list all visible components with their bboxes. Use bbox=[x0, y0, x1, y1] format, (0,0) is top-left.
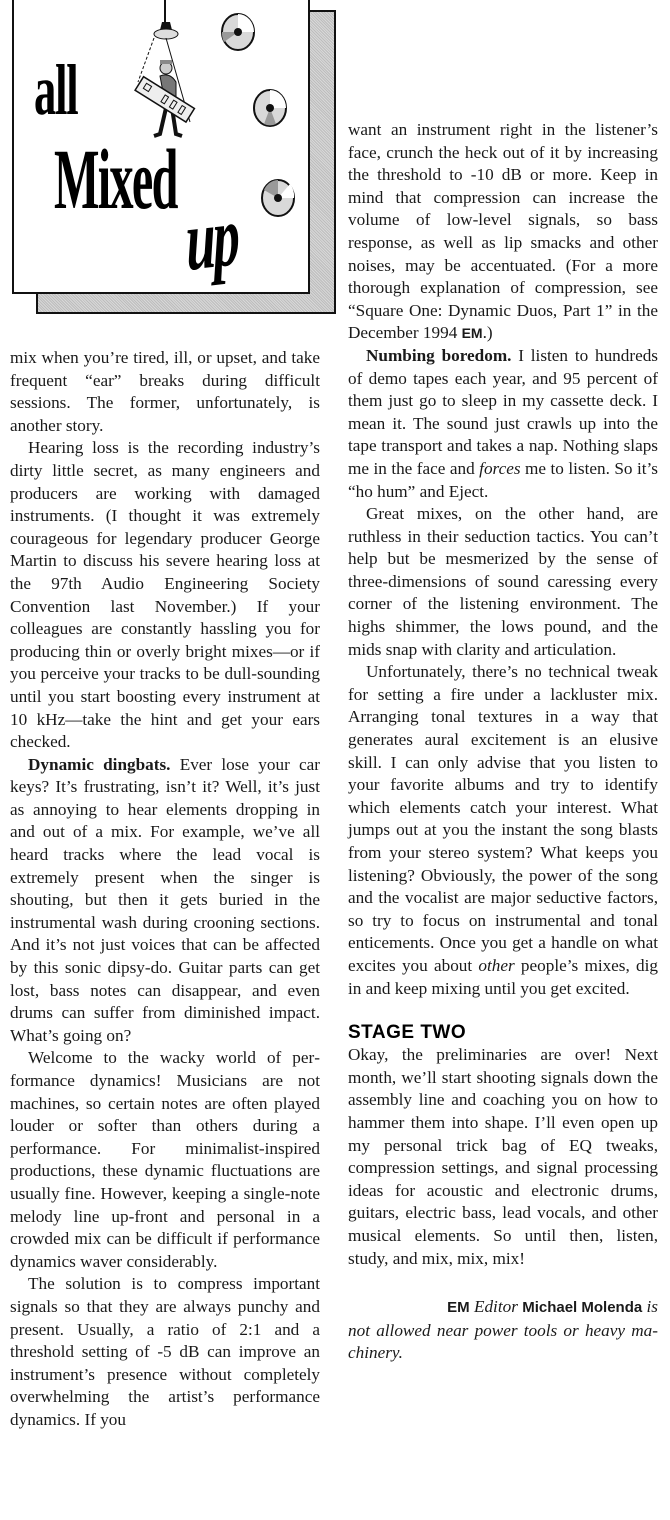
author-byline bbox=[348, 1296, 658, 1365]
paragraph: Great mixes, on the other hand, are ruthless in their seduction tactics. You can’t help but be mesmerized by the sense of three-dimensions of sound caressing every corner of the listening environment. The highs shimmer, the lows pound, and the mids snap with clarity and articulation. bbox=[348, 504, 658, 659]
illustration-frame bbox=[12, 0, 310, 294]
paragraph bbox=[10, 754, 320, 1048]
byline-first-line bbox=[348, 1296, 658, 1320]
paragraph: The solution is to compress important signals so that they are always punchy and present. Usually, a ratio of 2:1 and a threshold setting of -5 dB can improve an instrument’s presence without completely overwhelming the artist’s performance dynamics. If you bbox=[10, 1274, 320, 1429]
paragraph: Hearing loss is the recording industry’s dirty little secret, as many engineers and producers are working with damaged instruments. (I thought it was extremely courageous for legendary producer George Martin to discuss his severe hearing loss at the 97th Audio Engineering Society Convention last November.) If your colleagues are constantly hassling you for producing thin or overly bright mixes—or if you perceive your tracks to be dull-sounding until you start boosting every instrument at 10 kHz—take the hint and get your ears checked. bbox=[10, 438, 320, 752]
paragraph-lead-in: Numbing boredom. bbox=[366, 345, 512, 365]
paragraph-body: Ever lose your car keys? It’s frustrating, isn’t it? Well, it’s just as annoying to hear elements dropping in and out of a mix. For example, we’ve all heard tracks where the lead vocal is extremely present when the singer is shouting, but then it gets buried in the instrumental wash during crooning sections. And it’s not just voices that can be affected by this sonic dipsy-do. Guitar parts can get lost, bass notes can disappear, and even drums can suffer from diminished impact. What’s going on? bbox=[10, 754, 320, 1045]
paragraph-body: Unfortunately, there’s no technical tweak for setting a fire under a lackluster mix. Arranging tonal textures in a way that generates aural excitement is an elusive skill. I can only advise that you listen to your favorite albums and try to identify which elements catch your interest. What jumps out at you the instant the song blasts from your stereo system? What keeps you listening? Obviously, the power of the song and the vocalist are major seductive factors, so try to focus on instrumental and tonal enticements. Once you get a handle on what excites you about bbox=[348, 662, 658, 975]
paragraph: Okay, the preliminaries are over! Next month, we’ll start shooting signals down the assembly line and coaching you on how to hammer them into shape. I’ll even open up my personal trick bag of EQ tweaks, compression settings, and signal processing ideas for acoustic and electronic drums, guitars, electric bass, lead vocals, and other musical elements. So until then, listen, study, and mix, mix, mix! bbox=[348, 1045, 658, 1268]
paragraph-body: .) bbox=[482, 323, 493, 343]
byline-role: Editor bbox=[469, 1297, 523, 1317]
paragraph bbox=[348, 345, 658, 503]
byline-text: not allowed near power tools or heavy machinery. bbox=[348, 1320, 658, 1363]
title-word-mixed: Mixed bbox=[54, 131, 177, 227]
em-logo: EM bbox=[447, 1299, 470, 1317]
paragraph-body: I listen to hundreds of demo tapes each year, and 95 percent of them just go to sleep in my cassette deck. I mean it. The sound just crawls up into the tape transport and takes a nap. Nothing slaps me in the face and bbox=[348, 345, 658, 478]
italic-word: forces bbox=[479, 458, 521, 478]
disc-icon bbox=[220, 12, 256, 52]
worker-carrying-keyboard-icon bbox=[132, 38, 198, 146]
left-column bbox=[10, 347, 320, 1432]
paragraph-lead-in: Dynamic dingbats. bbox=[28, 754, 171, 774]
paragraph-body: me to listen. So it’s “ho hum” and Eject. bbox=[348, 458, 658, 501]
title-word-up: up bbox=[183, 187, 240, 289]
paragraph-body: want an instrument right in the listener’s face, crunch the heck out of it by increasing the threshold to -10 dB or more. Keep in mind that compression can increase the volume of low-level signals, so bass response, as well as lip smacks and other noises, may be accentuated. (For a more thorough explanation of compression, see “Square One: Dynamic Duos, Part 1” in the December 1994 bbox=[348, 120, 658, 343]
section-heading: STAGE TWO bbox=[348, 1022, 467, 1044]
disc-icon bbox=[260, 178, 296, 218]
italic-word: other bbox=[478, 955, 515, 975]
byline-text: is bbox=[642, 1297, 658, 1317]
em-logo: EM bbox=[461, 325, 483, 342]
paragraph-body: people’s mixes, dig in and keep mixing until you get excited. bbox=[348, 955, 658, 998]
paragraph bbox=[348, 119, 658, 345]
disc-icon bbox=[252, 88, 288, 128]
title-word-all: all bbox=[34, 50, 78, 130]
right-column bbox=[348, 119, 658, 1365]
author-name: Michael Molenda bbox=[522, 1299, 643, 1317]
paragraph bbox=[348, 661, 658, 1000]
title-illustration bbox=[10, 0, 330, 312]
paragraph: Welcome to the wacky world of performance dynamics! Musicians are not machines, so certain notes are often played louder or softer than others during a performance. For minimalist-inspired productions, these dynamic fluctuations are usually fine. However, keeping a single-note melody line up-front and personal in a crowded mix can be difficult if performance dynamics waver considerably. bbox=[10, 1048, 320, 1271]
lamp-cord-icon bbox=[164, 0, 166, 24]
paragraph: mix when you’re tired, ill, or upset, and take frequent “ear” breaks during difficult sessions. The former, unfortunately, is another story. bbox=[10, 348, 320, 435]
